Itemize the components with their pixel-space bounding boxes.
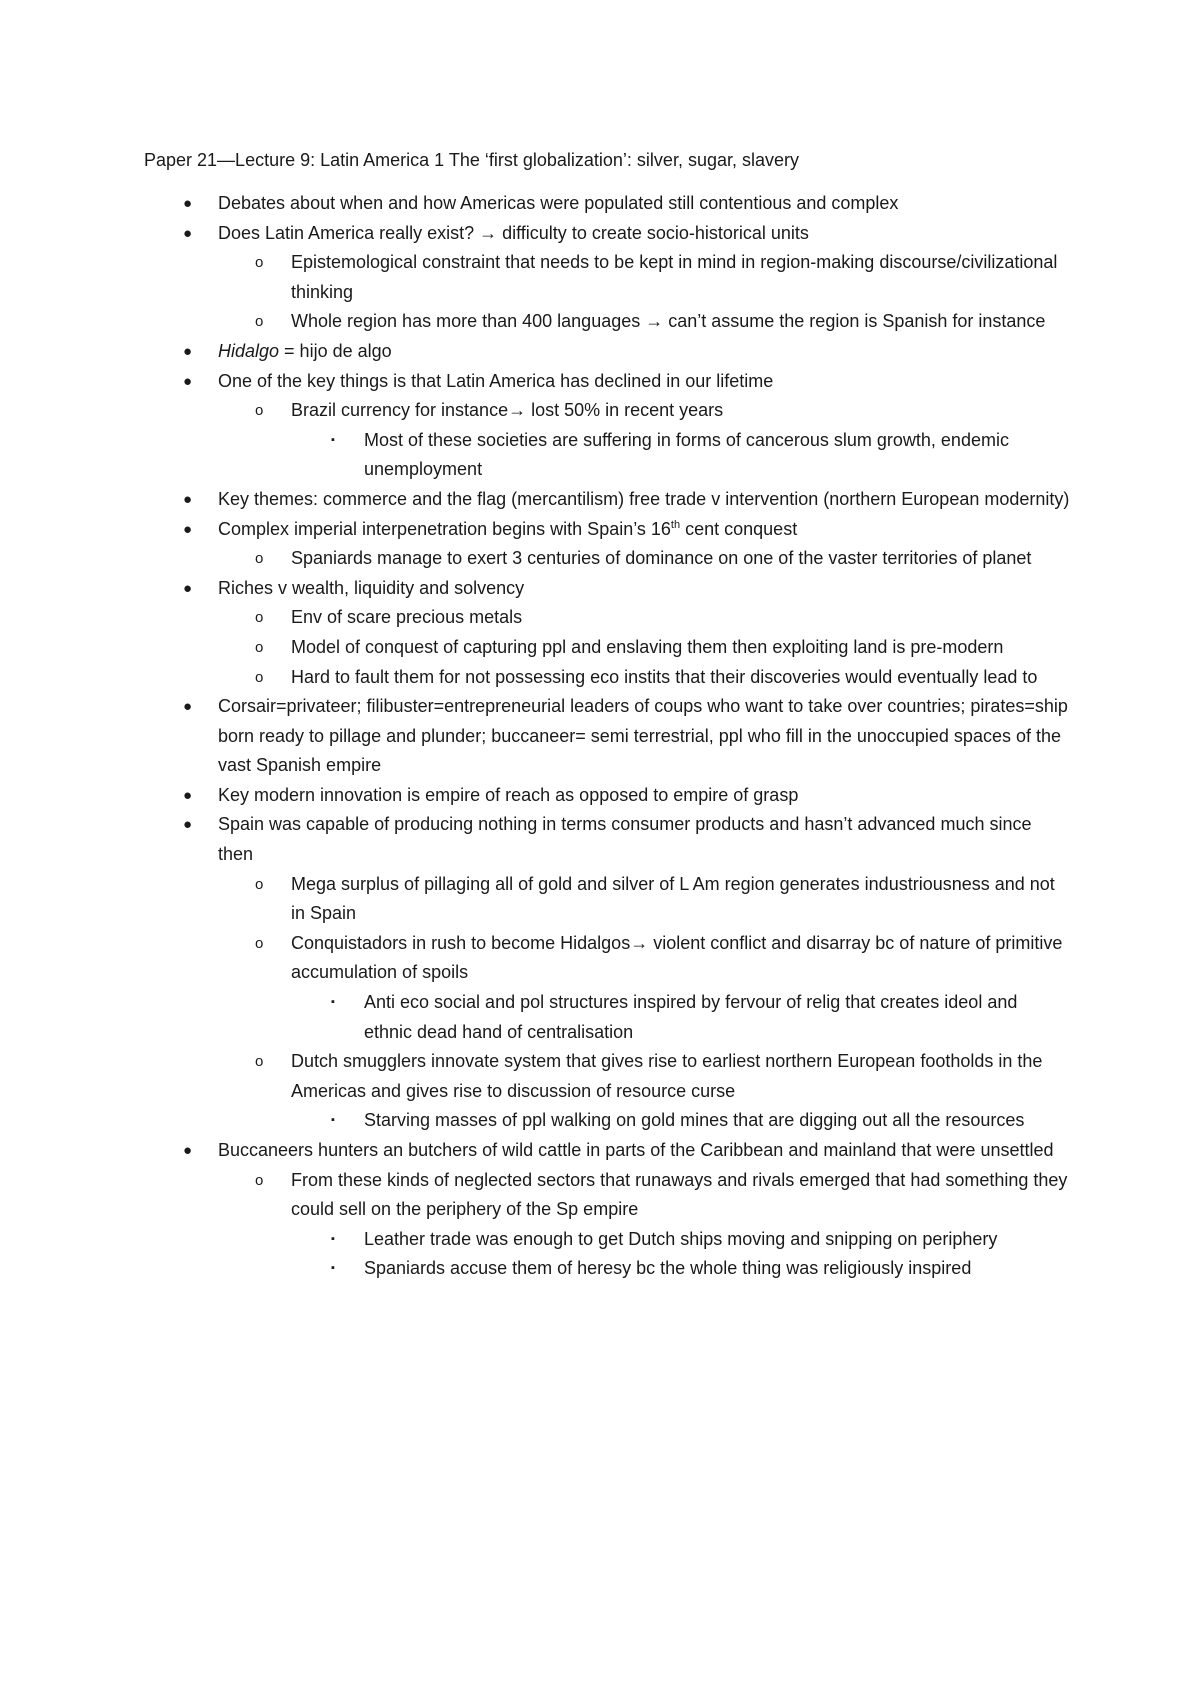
bullet-circle-icon: o bbox=[255, 1053, 264, 1071]
list-item bbox=[0, 781, 1200, 811]
list-item-text bbox=[218, 1136, 1070, 1166]
list-item-main-text: Conquistadors in rush to become Hidalgos→ violent conflict and disarray bc of nature of primitive accumulation of spoils bbox=[291, 932, 1063, 983]
bullet-dot-icon: ● bbox=[183, 342, 193, 360]
list-item bbox=[0, 929, 1200, 988]
list-item bbox=[0, 219, 1200, 249]
list-item-text bbox=[218, 810, 1070, 869]
list-item bbox=[0, 1047, 1200, 1106]
bullet-circle-icon: o bbox=[255, 934, 264, 952]
list-item-main-text: Anti eco social and pol structures inspired by fervour of relig that creates ideol and ethnic dead hand of centralisation bbox=[364, 992, 1018, 1042]
list-item bbox=[0, 426, 1200, 485]
list-item bbox=[0, 1136, 1200, 1166]
list-item-text bbox=[218, 692, 1070, 781]
list-item-main-text: Key modern innovation is empire of reach as opposed to empire of grasp bbox=[218, 784, 799, 805]
bullet-circle-icon: o bbox=[255, 1171, 264, 1189]
list-item bbox=[0, 988, 1200, 1047]
list-item-text bbox=[291, 603, 1070, 633]
bullet-circle-icon: o bbox=[255, 254, 264, 272]
list-item bbox=[0, 1225, 1200, 1255]
list-item-main-text: Mega surplus of pillaging all of gold and silver of L Am region generates industriousness and not in Spain bbox=[291, 873, 1055, 924]
bullet-list bbox=[0, 189, 1200, 1284]
list-item bbox=[0, 544, 1200, 574]
list-item-text bbox=[291, 307, 1070, 337]
list-item-main-text: Key themes: commerce and the flag (mercantilism) free trade v intervention (northern European modernity) bbox=[218, 488, 1070, 509]
list-item-main-text: Env of scare precious metals bbox=[291, 607, 523, 628]
list-item bbox=[0, 574, 1200, 604]
bullet-dot-icon: ● bbox=[183, 520, 193, 538]
list-item-text bbox=[218, 337, 1070, 367]
bullet-dot-icon: ● bbox=[183, 579, 193, 597]
list-item-main-text: Hard to fault them for not possessing eco instits that their discoveries would eventually lead to bbox=[291, 666, 1038, 687]
list-item bbox=[0, 396, 1200, 426]
bullet-dot-icon: ● bbox=[183, 698, 193, 716]
list-item-main-text: Buccaneers hunters an butchers of wild cattle in parts of the Caribbean and mainland that were unsettled bbox=[218, 1140, 1054, 1160]
list-item bbox=[0, 515, 1200, 545]
list-item-text bbox=[291, 544, 1070, 574]
list-item-text bbox=[291, 1047, 1070, 1106]
list-item-main-text: Dutch smugglers innovate system that gives rise to earliest northern European footholds in the Americas and gives rise to discussion of resource curse bbox=[291, 1051, 1043, 1101]
list-item-main-text: Epistemological constraint that needs to be kept in mind in region-making discourse/civilizational thinking bbox=[291, 252, 1058, 302]
list-item-text bbox=[218, 781, 1070, 811]
list-item bbox=[0, 692, 1200, 781]
list-item bbox=[0, 663, 1200, 693]
list-item-main-text: From these kinds of neglected sectors that runaways and rivals emerged that had something they could sell on the periphery of the Sp empire bbox=[291, 1169, 1068, 1220]
list-item-text bbox=[218, 367, 1070, 397]
list-item-text bbox=[218, 574, 1070, 604]
superscript: th bbox=[670, 518, 681, 531]
list-item bbox=[0, 337, 1200, 367]
bullet-dot-icon: ● bbox=[183, 195, 193, 212]
bullet-circle-icon: o bbox=[255, 313, 264, 331]
bullet-circle-icon: o bbox=[255, 550, 264, 568]
bullet-dot-icon: ● bbox=[183, 490, 193, 508]
list-item bbox=[0, 367, 1200, 397]
bullet-dot-icon: ● bbox=[183, 786, 193, 804]
list-item bbox=[0, 248, 1200, 307]
list-item-main-text: Spaniards accuse them of heresy bc the whole thing was religiously inspired bbox=[364, 1258, 972, 1279]
list-item-text bbox=[364, 988, 1070, 1047]
list-item bbox=[0, 189, 1200, 219]
italic-term: Hidalgo bbox=[218, 340, 280, 361]
bullet-circle-icon: o bbox=[255, 668, 264, 686]
list-item-text bbox=[364, 1225, 1070, 1255]
list-item-text bbox=[291, 1166, 1070, 1225]
list-item-trailing-text: cent conquest bbox=[680, 518, 798, 539]
document-title: Paper 21—Lecture 9: Latin America 1 The ‘first globalization’: silver, sugar, slavery bbox=[144, 150, 799, 170]
list-item-text bbox=[291, 396, 1070, 426]
list-item-main-text: Debates about when and how Americas were populated still contentious and complex bbox=[218, 193, 899, 213]
list-item bbox=[0, 1106, 1200, 1136]
list-item-main-text: Spaniards manage to exert 3 centuries of dominance on one of the vaster territories of planet bbox=[291, 548, 1032, 569]
list-item-text bbox=[218, 219, 1070, 249]
list-item-main-text: One of the key things is that Latin America has declined in our lifetime bbox=[218, 370, 774, 391]
list-item bbox=[0, 810, 1200, 869]
bullet-dot-icon: ● bbox=[183, 816, 193, 834]
bullet-circle-icon: o bbox=[255, 638, 264, 656]
list-item-main-text: Most of these societies are suffering in forms of cancerous slum growth, endemic unemployment bbox=[364, 429, 1009, 480]
list-item-main-text: Does Latin America really exist? → difficulty to create socio-historical units bbox=[218, 222, 809, 243]
list-item-main-text: Brazil currency for instance→ lost 50% in recent years bbox=[291, 400, 724, 421]
bullet-circle-icon: o bbox=[255, 875, 264, 893]
list-item-text bbox=[291, 248, 1070, 307]
list-item-text bbox=[364, 426, 1070, 485]
bullet-square-icon: ▪ bbox=[331, 1114, 335, 1127]
bullet-circle-icon: o bbox=[255, 609, 264, 627]
list-item-main-text: Corsair=privateer; filibuster=entrepreneurial leaders of coups who want to take over countries; pirates=ship born ready to pillage and plunder; buccaneer= semi terrestrial, ppl who fill in the unoccupied spaces of the vast Spanish empire bbox=[218, 696, 1068, 776]
list-item-text bbox=[291, 929, 1070, 988]
list-item-main-text: Whole region has more than 400 languages → can’t assume the region is Spanish for instance bbox=[291, 311, 1046, 332]
list-item-main-text: Spain was capable of producing nothing in terms consumer products and hasn’t advanced much since then bbox=[218, 814, 1032, 865]
bullet-dot-icon: ● bbox=[183, 372, 193, 390]
bullet-circle-icon: o bbox=[255, 402, 264, 420]
list-item bbox=[0, 870, 1200, 929]
list-item-text bbox=[291, 870, 1070, 929]
bullet-square-icon: ▪ bbox=[331, 996, 335, 1009]
list-item-main-text: Model of conquest of capturing ppl and enslaving them then exploiting land is pre-modern bbox=[291, 636, 1004, 657]
bullet-square-icon: ▪ bbox=[331, 1262, 335, 1275]
list-item-text bbox=[218, 485, 1070, 515]
list-item bbox=[0, 485, 1200, 515]
list-item-text bbox=[364, 1254, 1070, 1284]
list-item-main-text: = hijo de algo bbox=[279, 340, 392, 361]
list-item bbox=[0, 603, 1200, 633]
list-item-main-text: Riches v wealth, liquidity and solvency bbox=[218, 577, 525, 598]
bullet-square-icon: ▪ bbox=[331, 1232, 335, 1245]
bullet-dot-icon: ● bbox=[183, 1142, 193, 1159]
list-item bbox=[0, 1166, 1200, 1225]
list-item-text bbox=[291, 633, 1070, 663]
list-item bbox=[0, 307, 1200, 337]
bullet-square-icon: ▪ bbox=[331, 433, 335, 446]
list-item-main-text: Leather trade was enough to get Dutch ships moving and snipping on periphery bbox=[364, 1228, 998, 1249]
bullet-dot-icon: ● bbox=[183, 224, 193, 242]
list-item-main-text: Complex imperial interpenetration begins with Spain’s 16 bbox=[218, 518, 671, 539]
list-item bbox=[0, 1254, 1200, 1284]
list-item-text bbox=[291, 663, 1070, 693]
list-item-text bbox=[364, 1106, 1070, 1136]
list-item bbox=[0, 633, 1200, 663]
list-item-text bbox=[218, 515, 1070, 545]
list-item-main-text: Starving masses of ppl walking on gold mines that are digging out all the resources bbox=[364, 1110, 1025, 1131]
list-item-text bbox=[218, 189, 1070, 219]
